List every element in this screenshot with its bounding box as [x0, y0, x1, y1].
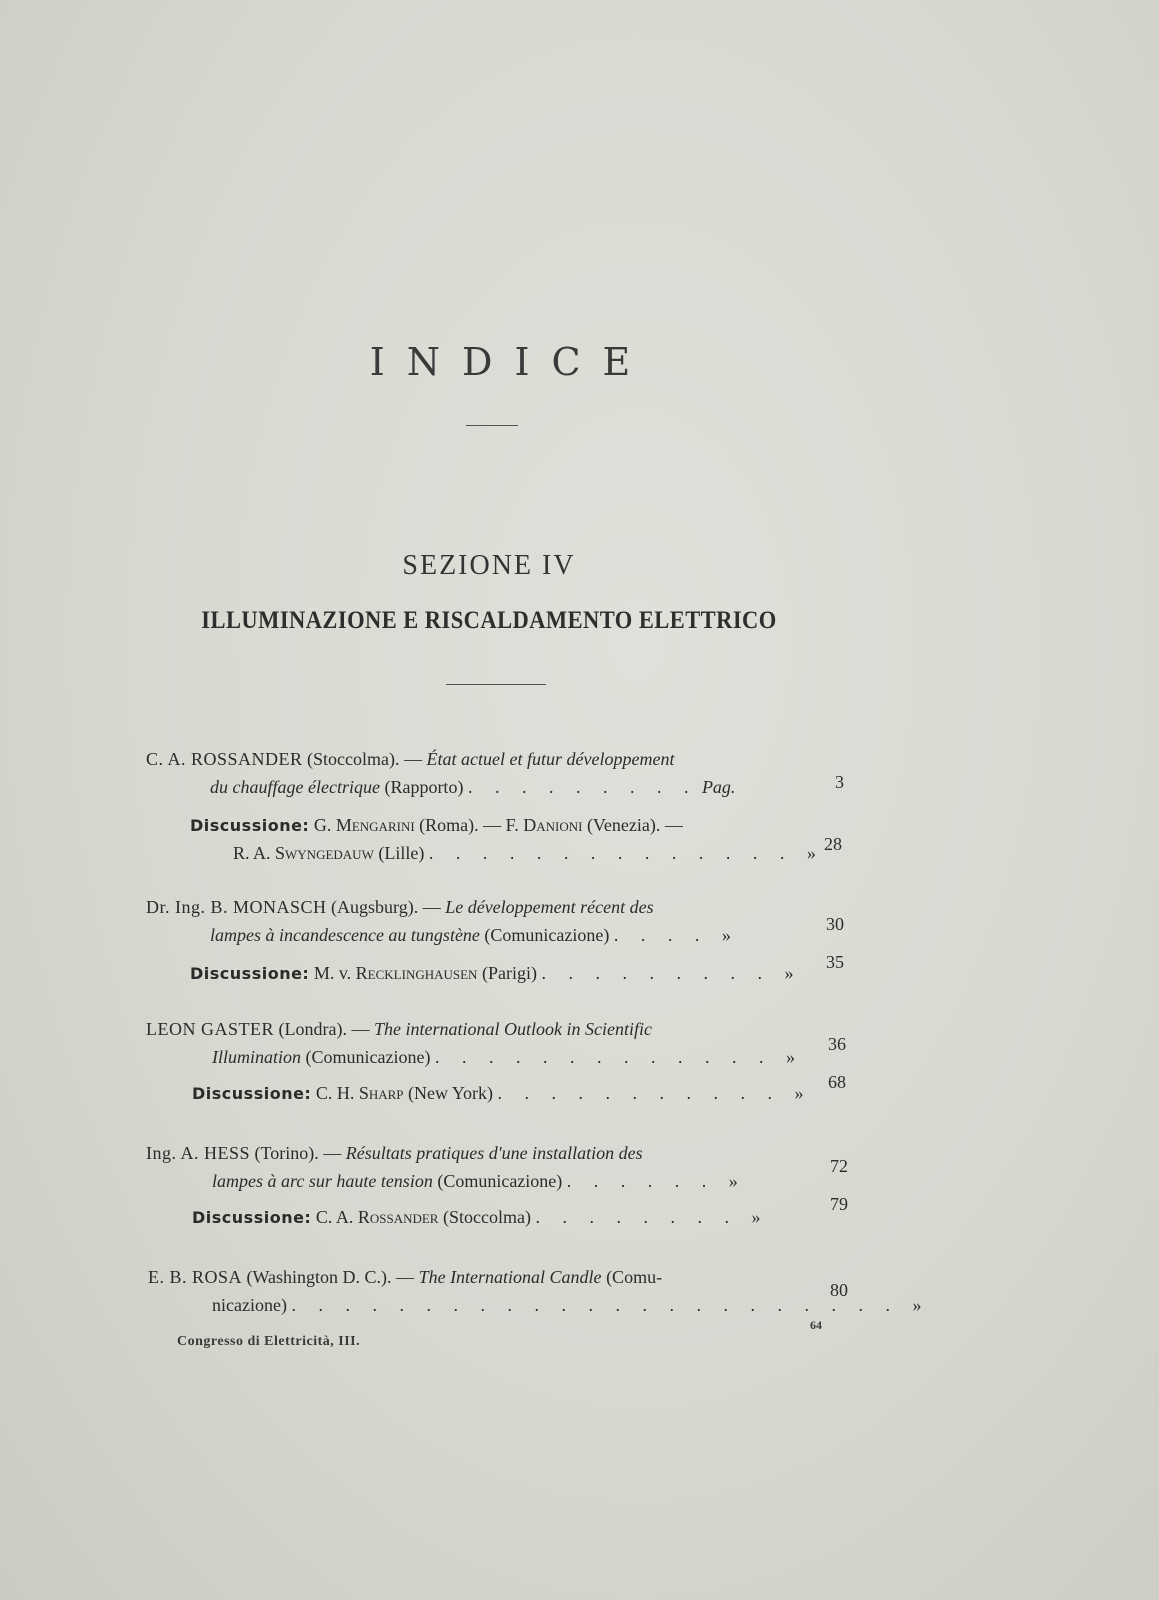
entry-1-discussion-text: (Lille) — [373, 843, 429, 863]
entry-3-title-line-1: The international Outlook in Scientific — [373, 1019, 652, 1039]
entry-1-discussion-dots: . . . . . . . . . . . . . . » — [428, 843, 825, 863]
index-title: INDICE — [369, 340, 653, 384]
entry-1-line-2 — [210, 774, 735, 800]
entry-5-author: E. B. ROSA — [148, 1267, 243, 1287]
entry-4-discussant: Rossander — [357, 1207, 439, 1227]
entry-3-discussion-page: 68 — [828, 1072, 846, 1092]
entry-1-discussion-text: R. A. — [233, 843, 276, 863]
entry-3-discussant: Sharp — [358, 1083, 404, 1103]
entry-4-page: 72 — [830, 1156, 848, 1176]
entry-2-discussion-label: Discussione: — [190, 964, 310, 983]
entry-4-discussion-dots: . . . . . . . . » — [535, 1207, 770, 1227]
entry-3-discussion-text: C. H. — [311, 1083, 359, 1103]
entry-4-discussion-label: Discussione: — [192, 1208, 312, 1227]
entry-1-discussion-page: 28 — [824, 834, 842, 854]
entry-1-discussion-label: Discussione: — [190, 816, 310, 835]
footer-text: Congresso di Elettricità, III. — [177, 1334, 361, 1349]
entry-3-discussion-label: Discussione: — [192, 1084, 312, 1103]
entry-1-discussant-2: Danioni — [523, 815, 583, 835]
entry-4-title-line-2: lampes à arc sur haute tension — [212, 1171, 433, 1191]
entry-2-discussion-text: M. v. — [309, 963, 356, 983]
entry-3-kind: (Comunicazione) — [301, 1047, 435, 1067]
entry-2-title-line-1: Le développement récent des — [445, 897, 654, 917]
entry-4-line-2 — [212, 1168, 747, 1194]
entry-2-line-1 — [146, 894, 654, 920]
entry-2-dots: . . . . » — [613, 925, 740, 945]
entry-4-dots: . . . . . . » — [566, 1171, 747, 1191]
entry-1-kind: (Rapporto) — [379, 777, 468, 797]
entry-2-kind: (Comunicazione) — [479, 925, 614, 945]
entry-3-title-line-2: Illumination — [212, 1047, 301, 1067]
entry-2-discussant: Recklinghausen — [355, 963, 478, 983]
entry-1-author: C. A. ROSSANDER — [146, 749, 303, 769]
entry-5-line-1 — [148, 1264, 662, 1290]
entry-1-title-line-1: État actuel et futur développement — [426, 749, 675, 769]
section-rule — [446, 684, 546, 685]
entry-2-author: Dr. Ing. B. MONASCH — [146, 897, 327, 917]
entry-1-discussion-line-1 — [190, 812, 683, 839]
entry-2-discussion-dots: . . . . . . . . . » — [541, 963, 803, 983]
section-label: SEZIONE IV — [402, 550, 576, 581]
section-subtitle: ILLUMINAZIONE E RISCALDAMENTO ELETTRICO — [201, 607, 777, 634]
entry-2-title-line-2: lampes à incandescence au tungstène — [210, 925, 480, 945]
entry-1-pag-label: Pag. — [701, 777, 736, 797]
entry-4-kind: (Comunicazione) — [432, 1171, 567, 1191]
entry-3-discussion-text: (New York) — [403, 1083, 498, 1103]
entry-2-discussion-line — [190, 960, 802, 987]
entry-1-discussion-text: (Venezia). — — [582, 815, 683, 835]
entry-1-page: 3 — [835, 772, 844, 792]
entry-3-place: (Londra). — — [274, 1019, 374, 1039]
entry-1-discussion-line-2 — [233, 840, 825, 866]
entry-5-page: 80 — [830, 1280, 848, 1300]
entry-3-line-1 — [146, 1016, 652, 1042]
entry-4-discussion-text: C. A. — [311, 1207, 358, 1227]
entry-3-author: LEON GASTER — [146, 1019, 274, 1039]
entry-4-title-line-1: Résultats pratiques d'une installation des — [345, 1143, 643, 1163]
entry-1-discussant-3: Swyngedauw — [275, 843, 374, 863]
entry-1-dots: . . . . . . . . . — [467, 777, 698, 797]
entry-5-line-2-text: nicazione) — [212, 1295, 292, 1315]
entry-1-title-line-2: du chauffage électrique — [210, 777, 380, 797]
entry-2-discussion-page: 35 — [826, 952, 844, 972]
entry-1-discussant-1: Mengarini — [335, 815, 415, 835]
entry-3-discussion-dots: . . . . . . . . . . . » — [497, 1083, 813, 1103]
entry-1-line-1 — [146, 746, 674, 772]
entry-3-discussion-line — [192, 1080, 813, 1107]
signature-mark: 64 — [810, 1318, 822, 1332]
entry-3-page: 36 — [828, 1034, 846, 1054]
entry-1-place: (Stoccolma). — — [302, 749, 427, 769]
entry-4-discussion-text: (Stoccolma) — [438, 1207, 536, 1227]
entry-1-discussion-text: G. — [309, 815, 336, 835]
entry-5-place: (Washington D. C.). — — [242, 1267, 419, 1287]
entry-5-dots: . . . . . . . . . . . . . . . . . . . . . . . » — [291, 1295, 931, 1315]
entry-4-line-1 — [146, 1140, 643, 1166]
entry-4-author: Ing. A. HESS — [146, 1143, 251, 1163]
entry-4-discussion-page: 79 — [830, 1194, 848, 1214]
entry-4-discussion-line — [192, 1204, 769, 1231]
entry-4-place: (Torino). — — [250, 1143, 346, 1163]
entry-2-discussion-text: (Parigi) — [477, 963, 542, 983]
entry-2-page: 30 — [826, 914, 844, 934]
entry-5-title-tail: (Comu- — [601, 1267, 663, 1287]
title-rule — [466, 425, 518, 426]
entry-2-place: (Augsburg). — — [326, 897, 446, 917]
entry-5-title-line-1: The International Candle — [418, 1267, 602, 1287]
entry-1-discussion-text: (Roma). — F. — [414, 815, 524, 835]
entry-3-dots: . . . . . . . . . . . . . » — [434, 1047, 804, 1067]
entry-3-line-2 — [212, 1044, 804, 1070]
entry-2-line-2 — [210, 922, 740, 948]
